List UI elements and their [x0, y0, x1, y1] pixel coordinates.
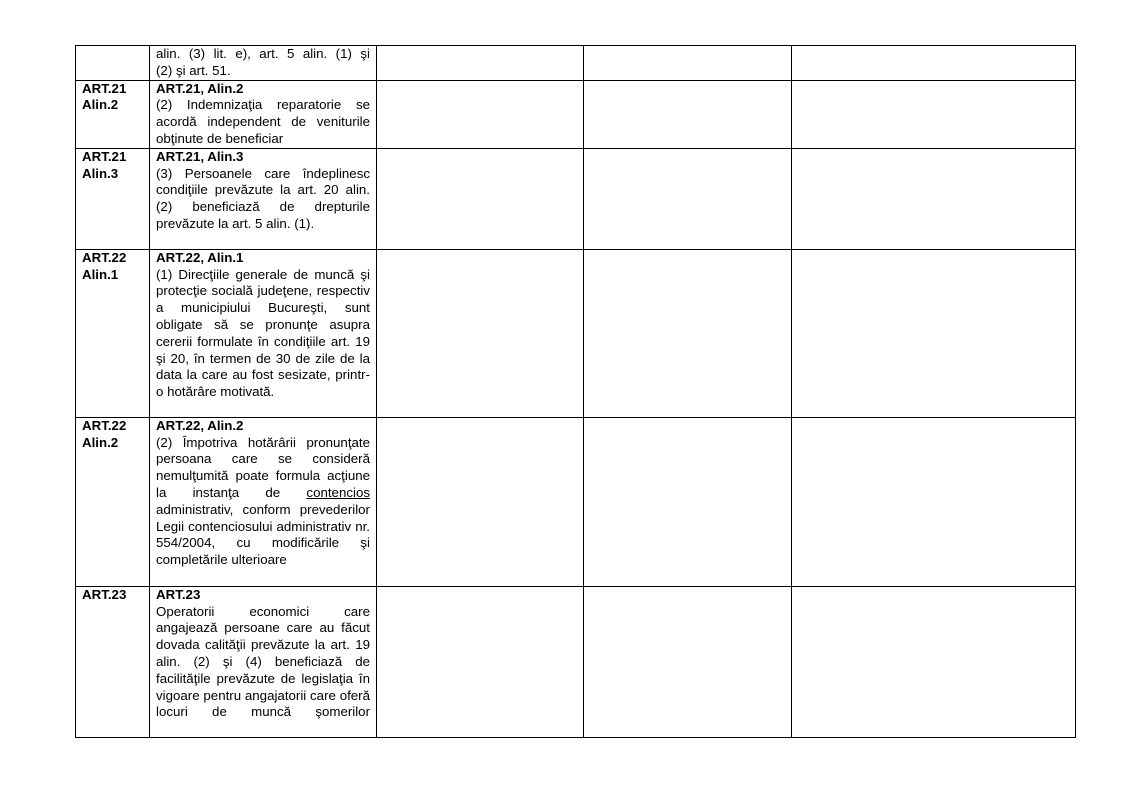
article-text — [156, 435, 370, 569]
article-cell — [76, 249, 150, 417]
article-text: Operatorii economici care angajează persoane care au făcut dovada calităţii prevăzute la art. 19 alin. (2) şi (4) beneficiază de facilităţile prevăzute de legislaţia în vigoare pentru angajatorii care oferă locuri de muncă şomerilor — [156, 603, 370, 720]
empty-cell — [792, 586, 1076, 737]
table-row — [76, 417, 1076, 586]
article-cell — [76, 417, 150, 586]
empty-cell — [584, 586, 792, 737]
article-paragraph: Alin.3 — [82, 165, 119, 181]
text-cell — [150, 586, 377, 737]
empty-cell — [377, 417, 584, 586]
table-row — [76, 148, 1076, 249]
text-cell — [150, 148, 377, 249]
article-cell — [76, 586, 150, 737]
empty-cell — [792, 46, 1076, 81]
empty-cell — [377, 46, 584, 81]
article-heading: ART.21, Alin.3 — [156, 148, 244, 164]
article-heading: ART.21, Alin.2 — [156, 80, 244, 96]
article-text: (2) Indemnizaţia reparatorie se acordă independent de veniturile obţinute de beneficiar — [156, 97, 370, 146]
empty-cell — [377, 249, 584, 417]
text-cell — [150, 249, 377, 417]
table-row — [76, 80, 1076, 148]
article-cell — [76, 46, 150, 81]
article-text: (1) Direcţiile generale de muncă şi protecţie socială judeţene, respectiv a municipiului Bucureşti, sunt obligate să se pronunţe asupra cererii formulate în condiţiile art. 19 şi 20, în termen de 30 de zile de la data la care au fost sesizate, printr-o hotărâre motivată. — [156, 266, 370, 400]
article-number: ART.22 — [82, 417, 127, 433]
legal-comparison-table — [75, 45, 1076, 738]
article-text-part: administrativ, conform prevederilor Legii contenciosului administrativ nr. 554/2004, cu modificările şi completările ulterioare — [156, 501, 370, 568]
article-paragraph: Alin.2 — [82, 97, 119, 113]
text-line: (2) şi art. 51. — [156, 62, 231, 78]
empty-cell — [377, 80, 584, 148]
empty-cell — [792, 249, 1076, 417]
empty-cell — [584, 417, 792, 586]
empty-cell — [584, 80, 792, 148]
article-heading: ART.22, Alin.2 — [156, 417, 244, 433]
table-row — [76, 249, 1076, 417]
text-cell — [150, 46, 377, 81]
text-cell — [150, 80, 377, 148]
empty-cell — [792, 417, 1076, 586]
underlined-term: contencios — [306, 484, 370, 500]
empty-cell — [792, 148, 1076, 249]
empty-cell — [584, 249, 792, 417]
empty-cell — [377, 148, 584, 249]
article-number: ART.21 — [82, 80, 127, 96]
article-number: ART.22 — [82, 249, 127, 265]
article-cell — [76, 148, 150, 249]
table-row — [76, 46, 1076, 81]
empty-cell — [584, 148, 792, 249]
article-text: (3) Persoanele care îndeplinesc condiţiile prevăzute la art. 20 alin. (2) beneficiază de drepturile prevăzute la art. 5 alin. (1). — [156, 165, 370, 231]
empty-cell — [584, 46, 792, 81]
table-row — [76, 586, 1076, 737]
article-heading: ART.23 — [156, 586, 201, 602]
article-cell — [76, 80, 150, 148]
empty-cell — [377, 586, 584, 737]
article-paragraph: Alin.1 — [82, 266, 119, 282]
article-text-part: (2) Împotriva hotărârii pronunţate persoana care se consideră nemulţumită poate formula acţiune la instanţa de — [156, 434, 370, 500]
article-number: ART.21 — [82, 148, 127, 164]
article-number: ART.23 — [82, 586, 127, 602]
text-cell — [150, 417, 377, 586]
article-heading: ART.22, Alin.1 — [156, 249, 244, 265]
article-paragraph: Alin.2 — [82, 434, 119, 450]
text-line: alin. (3) lit. e), art. 5 alin. (1) şi — [156, 46, 370, 61]
empty-cell — [792, 80, 1076, 148]
